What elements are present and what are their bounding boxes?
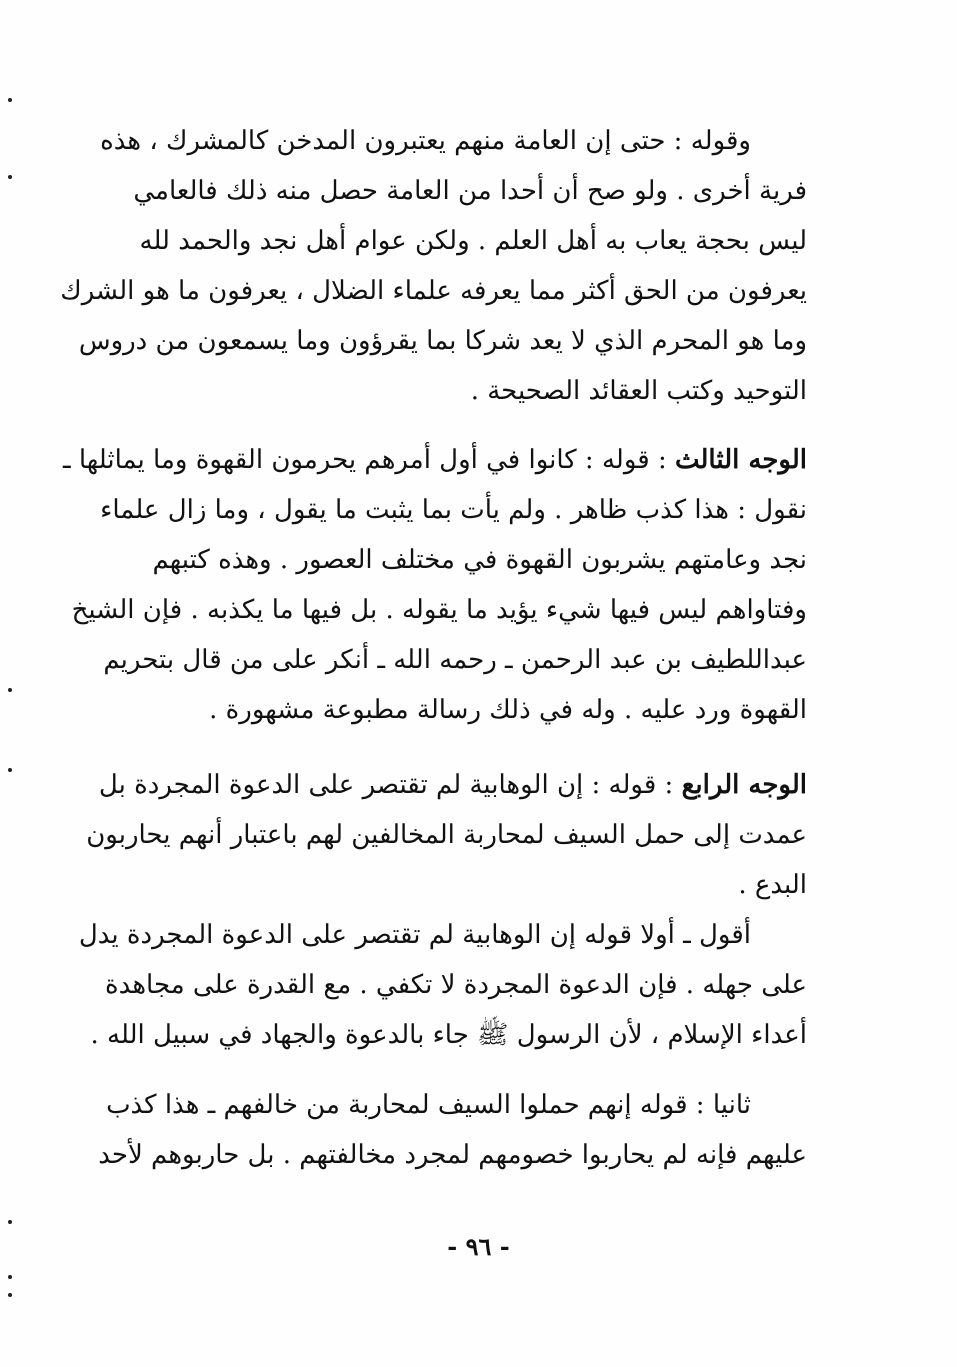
paragraph (98, 1080, 807, 1180)
text-line: أعداء الإسلام ، لأن الرسول ﷺ جاء بالدعوة والجهاد في سبيل الله . (90, 1020, 807, 1050)
scan-speck (8, 768, 12, 772)
text-line: نجد وعامتهم يشربون القهوة في مختلف العصور . وهذه كتبهم (152, 545, 807, 575)
scan-speck (8, 98, 12, 102)
page-number: - ٩٦ - (447, 1232, 510, 1261)
scan-speck (8, 175, 12, 179)
text-line: ثانيا : قوله إنهم حملوا السيف لمحاربة من خالفهم ـ هذا كذب (106, 1090, 751, 1120)
text-line: ليس بحجة يعاب به أهل العلم . ولكن عوام أهل نجد والحمد لله (139, 226, 807, 256)
text-fragment: : قوله : كانوا في أول أمرهم يحرمون القهوة وما يماثلها ـ (62, 445, 675, 475)
paragraph (60, 116, 807, 416)
text-line: وقوله : حتى إن العامة منهم يعتبرون المدخن كالمشرك ، هذه (100, 126, 751, 156)
text-line: عبداللطيف بن عبد الرحمن ـ رحمه الله ـ أنكر على من قال بتحريم (103, 645, 807, 675)
text-line: وما هو المحرم الذي لا يعد شركا بما يقرؤون وما يسمعون من دروس (78, 326, 807, 356)
text-line: فرية أخرى . ولو صح أن أحدا من العامة حصل منه ذلك فالعامي (133, 176, 807, 206)
text-line (62, 435, 807, 485)
text-line: يعرفون من الحق أكثر مما يعرفه علماء الضلال ، يعرفون ما هو الشرك (60, 276, 807, 306)
text-fragment: : قوله : إن الوهابية لم تقتصر على الدعوة المجردة بل (98, 770, 682, 800)
section-heading: الوجه الرابع (681, 770, 807, 800)
section-heading: الوجه الثالث (674, 445, 807, 475)
text-line: البدع . (738, 870, 807, 900)
scan-speck (8, 1220, 12, 1224)
scan-speck (8, 1293, 12, 1297)
text-line: القهوة ورد عليه . وله في ذلك رسالة مطبوعة مشهورة . (209, 695, 807, 725)
text-line: عمدت إلى حمل السيف لمحاربة المخالفين لهم باعتبار أنهم يحاربون (86, 820, 807, 850)
text-line: على جهله . فإن الدعوة المجردة لا تكفي . مع القدرة على مجاهدة (105, 970, 807, 1000)
scan-speck (8, 688, 12, 692)
text-line: أقول ـ أولا قوله إن الوهابية لم تقتصر على الدعوة المجردة يدل (78, 920, 751, 950)
text-line: التوحيد وكتب العقائد الصحيحة . (470, 376, 807, 406)
scan-speck (8, 1275, 12, 1279)
text-line (98, 760, 807, 810)
paragraph (78, 760, 807, 1060)
text-line: عليهم فإنه لم يحاربوا خصومهم لمجرد مخالفتهم . بل حاربوهم لأحد (98, 1140, 807, 1170)
paragraph (62, 435, 807, 735)
text-line: وفتاواهم ليس فيها شيء يؤيد ما يقوله . بل فيها ما يكذبه . فإن الشيخ (71, 595, 807, 625)
text-line: نقول : هذا كذب ظاهر . ولم يأت بما يثبت ما يقول ، وما زال علماء (100, 495, 807, 525)
